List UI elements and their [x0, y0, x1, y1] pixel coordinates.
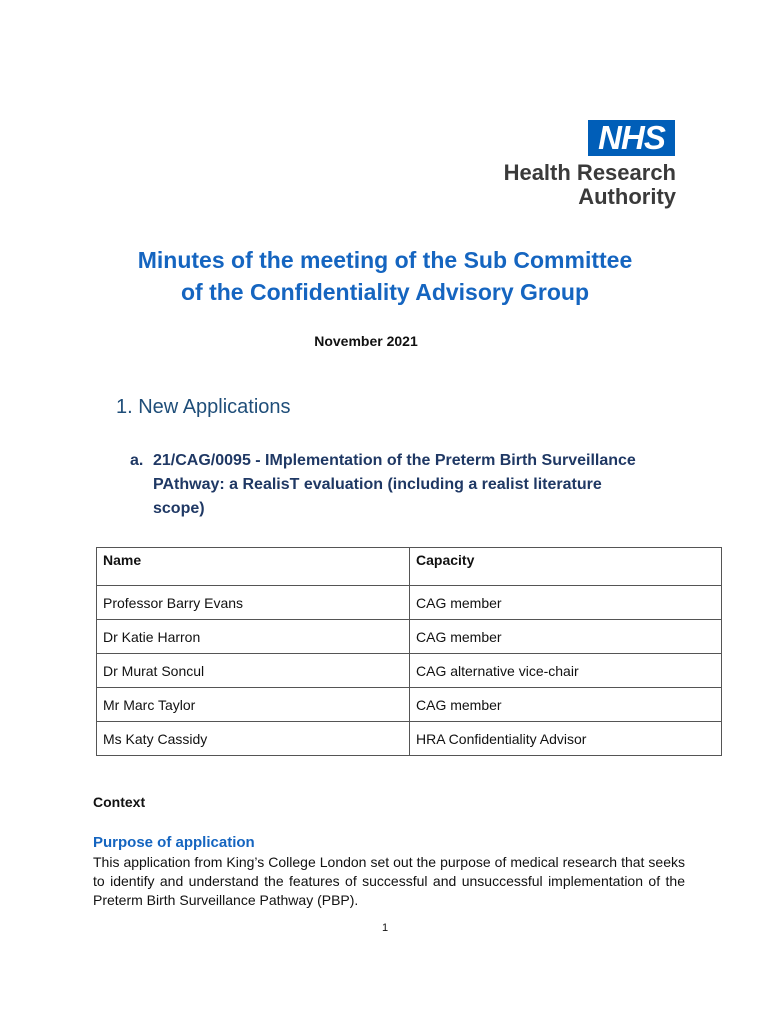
member-capacity: CAG member	[410, 620, 722, 654]
logo-text-line1: Health Research	[503, 160, 676, 185]
application-index: a.	[130, 452, 144, 469]
member-name: Dr Katie Harron	[97, 620, 410, 654]
member-capacity: CAG member	[410, 688, 722, 722]
member-capacity: CAG alternative vice-chair	[410, 654, 722, 688]
member-name: Professor Barry Evans	[97, 586, 410, 620]
member-name: Dr Murat Soncul	[97, 654, 410, 688]
table-header-row	[97, 548, 722, 586]
section-heading: 1. New Applications	[116, 396, 291, 418]
logo-text-line2: Authority	[578, 184, 676, 209]
table-row	[97, 586, 722, 620]
member-name: Mr Marc Taylor	[97, 688, 410, 722]
document-title	[0, 244, 770, 308]
table-row	[97, 620, 722, 654]
table-row	[97, 722, 722, 756]
title-line1: Minutes of the meeting of the Sub Committee	[137, 247, 633, 273]
page-number: 1	[381, 922, 389, 934]
table-header-capacity: Capacity	[410, 548, 722, 586]
member-capacity: CAG member	[410, 586, 722, 620]
table-row	[97, 654, 722, 688]
application-title: 21/CAG/0095 - IMplementation of the Preterm Birth Surveillance PAthway: a RealisT evaluation (including a realist literature scope)	[153, 452, 636, 517]
title-line2: of the Confidentiality Advisory Group	[180, 279, 590, 305]
purpose-heading: Purpose of application	[93, 834, 255, 851]
member-capacity: HRA Confidentiality Advisor	[410, 722, 722, 756]
member-name: Ms Katy Cassidy	[97, 722, 410, 756]
purpose-paragraph: This application from King’s College London set out the purpose of medical research that seeks to identify and understand the features of successful and unsuccessful implementation of the Preterm Birth Surveillance Pathway (PBP).	[93, 854, 685, 908]
nhs-logo-box: NHS	[588, 120, 675, 156]
meeting-date: November 2021	[314, 333, 418, 349]
context-heading: Context	[93, 794, 146, 810]
members-table	[96, 547, 722, 756]
table-row	[97, 688, 722, 722]
table-header-name: Name	[97, 548, 410, 586]
application-heading	[130, 449, 650, 521]
